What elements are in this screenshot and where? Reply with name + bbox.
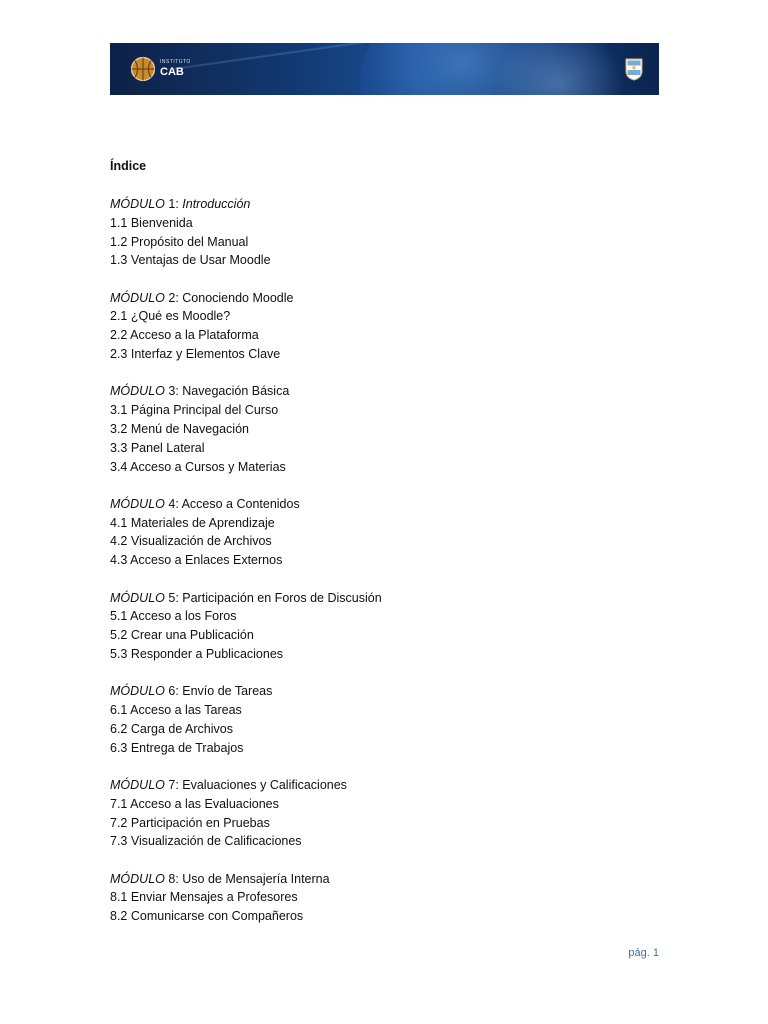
shield-icon [625,58,643,81]
module-heading: MÓDULO 2: Conociendo Moodle [110,290,294,305]
header-banner [110,43,659,95]
toc-item: 8.2 Comunicarse con Compañeros [110,909,304,924]
logo-big-text: CAB [160,66,184,78]
module-label: MÓDULO [110,590,165,605]
page-number: pág. 1 [628,947,659,959]
toc-item: 1.3 Ventajas de Usar Moodle [110,253,271,268]
module-label: MÓDULO [110,777,165,792]
banner-highlight-small [490,43,630,95]
module-label: MÓDULO [110,290,165,305]
toc-item: 3.4 Acceso a Cursos y Materias [110,459,286,474]
toc-item: 7.1 Acceso a las Evaluaciones [110,796,279,811]
module-heading: MÓDULO 7: Evaluaciones y Calificaciones [110,777,347,792]
toc-module [110,682,670,757]
module-title: Acceso a Contenidos [181,496,300,511]
banner-streak [171,43,389,70]
toc-item: 2.2 Acceso a la Plataforma [110,328,259,343]
toc-item: 7.3 Visualización de Calificaciones [110,834,302,849]
module-label: MÓDULO [110,684,165,699]
module-heading: MÓDULO 5: Participación en Foros de Discusión [110,590,382,605]
toc-item: 4.2 Visualización de Archivos [110,534,272,549]
module-heading: MÓDULO 3: Navegación Básica [110,384,290,399]
toc-item: 3.3 Panel Lateral [110,440,205,455]
module-label: MÓDULO [110,496,165,511]
toc-item: 2.3 Interfaz y Elementos Clave [110,347,281,362]
toc-item: 6.2 Carga de Archivos [110,721,233,736]
module-list [110,195,670,926]
module-number: 6 [168,684,176,699]
table-of-contents [110,157,670,945]
module-title: Conociendo Moodle [182,290,294,305]
module-title: Participación en Foros de Discusión [182,590,382,605]
toc-item: 2.1 ¿Qué es Moodle? [110,309,231,324]
toc-item: 8.1 Enviar Mensajes a Profesores [110,890,298,905]
module-title: Uso de Mensajería Interna [182,871,330,886]
toc-item: 5.1 Acceso a los Foros [110,609,237,624]
toc-item: 3.1 Página Principal del Curso [110,403,279,418]
toc-item: 4.1 Materiales de Aprendizaje [110,515,275,530]
index-title: Índice [110,159,147,173]
toc-item: 4.3 Acceso a Enlaces Externos [110,553,283,568]
toc-item: 6.3 Entrega de Trabajos [110,740,244,755]
module-number: 3 [168,384,176,399]
toc-item: 6.1 Acceso a las Tareas [110,703,242,718]
module-number: 5 [168,590,176,605]
logo-small-text: INSTITUTO [160,59,191,65]
module-number: 2 [168,290,176,305]
module-number: 4 [168,496,176,511]
toc-module [110,495,670,570]
toc-module [110,289,670,364]
toc-module [110,195,670,270]
module-heading: MÓDULO 4: Acceso a Contenidos [110,496,300,511]
module-label: MÓDULO [110,871,165,886]
toc-item: 5.2 Crear una Publicación [110,628,254,643]
module-title: Navegación Básica [182,384,290,399]
module-title: Introducción [182,197,251,211]
module-title: Evaluaciones y Calificaciones [182,777,347,792]
toc-module [110,870,670,926]
module-heading: MÓDULO 1: Introducción [110,197,251,211]
module-label: MÓDULO [110,197,165,211]
module-number: 1 [168,197,176,211]
toc-module [110,776,670,851]
module-number: 8 [168,871,176,886]
toc-module [110,382,670,476]
module-heading: MÓDULO 6: Envío de Tareas [110,684,273,699]
toc-item: 3.2 Menú de Navegación [110,421,249,436]
institute-logo [130,53,191,85]
module-label: MÓDULO [110,384,165,399]
toc-item: 7.2 Participación en Pruebas [110,815,270,830]
toc-item: 5.3 Responder a Publicaciones [110,646,284,661]
module-heading: MÓDULO 8: Uso de Mensajería Interna [110,871,330,886]
basketball-icon [130,56,156,82]
toc-item: 1.1 Bienvenida [110,215,193,230]
toc-item: 1.2 Propósito del Manual [110,234,249,249]
toc-module [110,589,670,664]
module-number: 7 [168,777,176,792]
module-title: Envío de Tareas [182,684,273,699]
